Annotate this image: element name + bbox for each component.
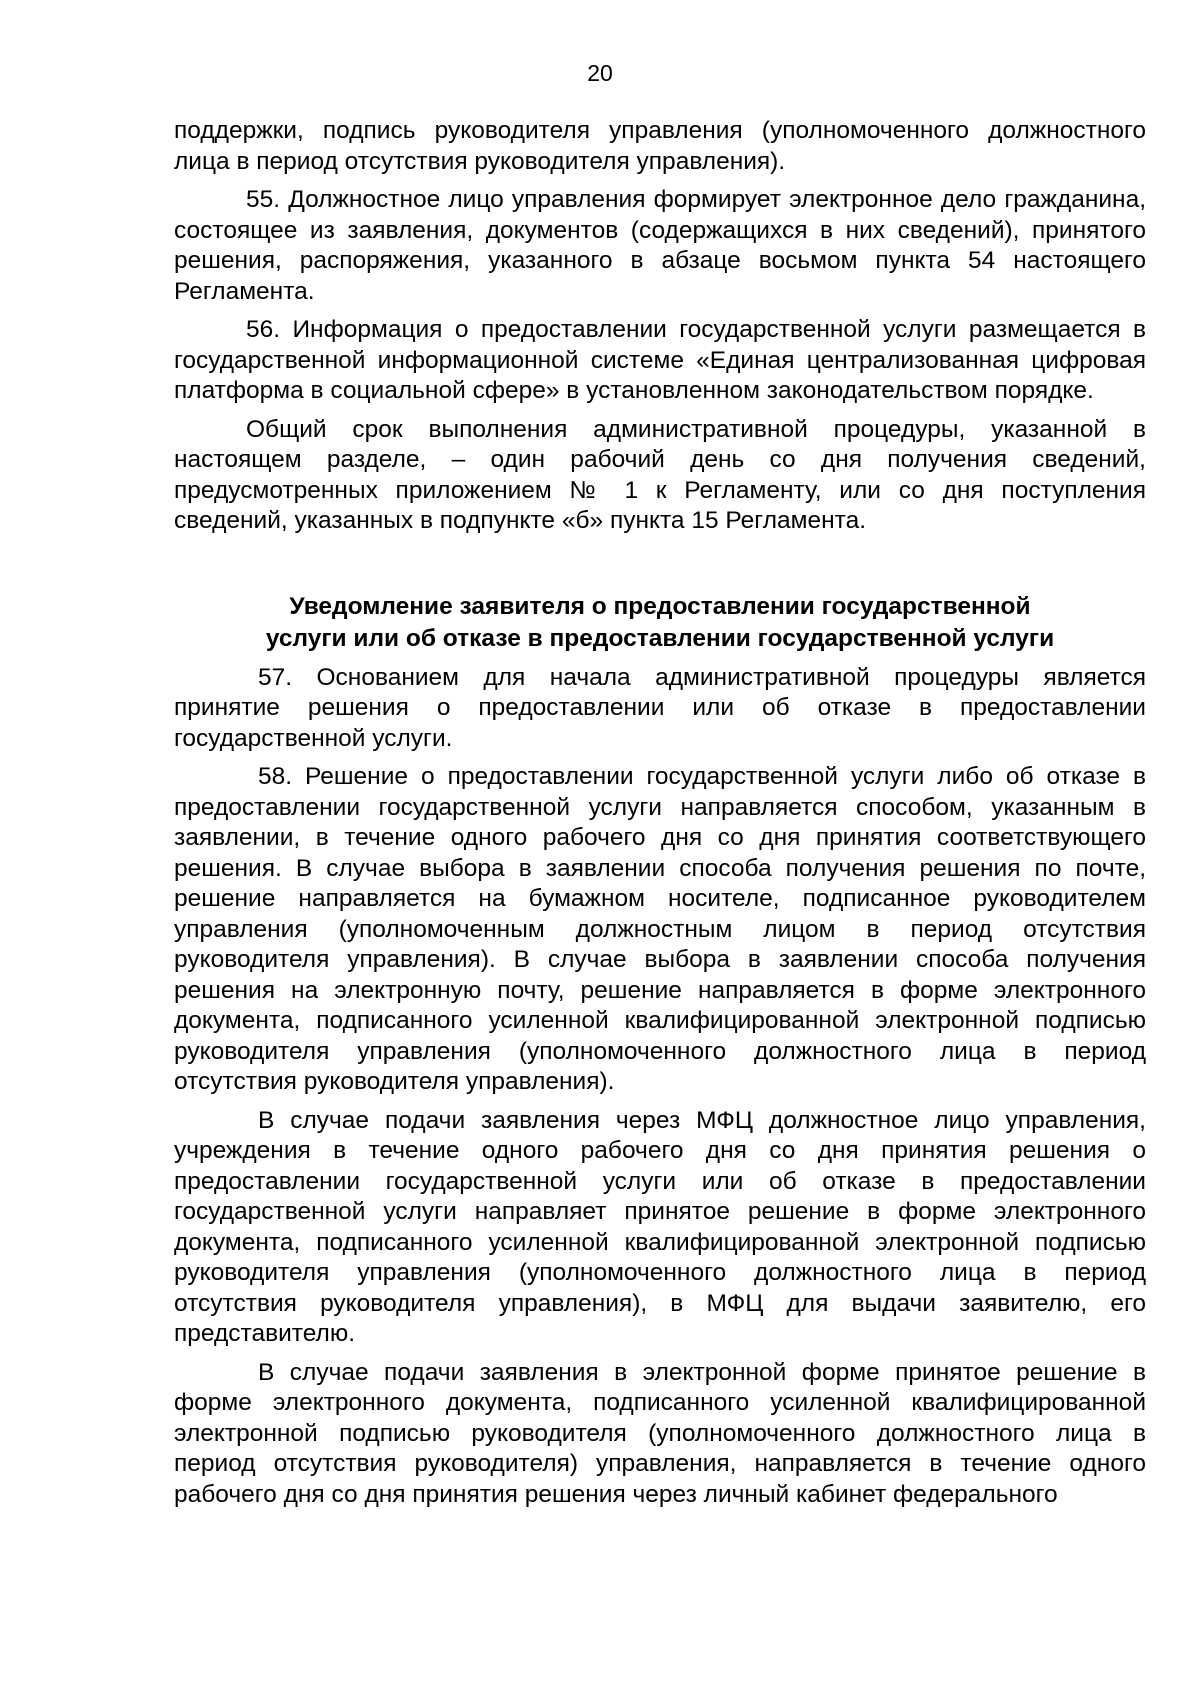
paragraph-continuation: поддержки, подпись руководителя управления (уполномоченного должностного лица в период отсутствия руководителя управления). — [174, 117, 1146, 175]
paragraph-58: 58. Решение о предоставлении государственной услуги либо об отказе в предоставлении государственной услуги направляется способом, указанным в заявлении, в течение одного рабочего дня со дня принятия соответствующего решения. В случае выбора в заявлении способа получения решения по почте, решение направляется на бумажном носителе, подписанное руководителем управления (уполномоченным должностным лицом в период отсутствия руководителя управления). В случае выбора в заявлении способа получения решения на электронную почту, решение направляется в форме электронного документа, подписанного усиленной квалифицированной электронной подписью руководителя управления (уполномоченного должностного лица в период отсутствия руководителя управления). — [174, 763, 1146, 1095]
section-heading-line-1: Уведомление заявителя о предоставлении государственной — [289, 592, 1031, 620]
paragraph-electronic: В случае подачи заявления в электронной форме принятое решение в форме электронного документа, подписанного усиленной квалифицированной электронной подписью руководителя (уполномоченного должностного лица в период отсутствия руководителя) управления, направляется в течение одного рабочего дня со дня принятия решения через личный кабинет федерального — [174, 1358, 1146, 1508]
paragraph-57: 57. Основанием для начала административной процедуры является принятие решения о предоставлении или об отказе в предоставлении государственной услуги. — [174, 663, 1146, 752]
section-heading-line-2: услуги или об отказе в предоставлении государственной услуги — [265, 624, 1055, 652]
paragraph-55: 55. Должностное лицо управления формирует электронное дело гражданина, состоящее из заявления, документов (содержащихся в них сведений), принятого решения, распоряжения, указанного в абзаце восьмом пункта 54 настоящего Регламента. — [174, 186, 1146, 305]
paragraph-mfc: В случае подачи заявления через МФЦ должностное лицо управления, учреждения в течение одного рабочего дня со дня принятия решения о предоставлении государственной услуги или об отказе в предоставлении государственной услуги направляет принятое решение в форме электронного документа, подписанного усиленной квалифицированной электронной подписью руководителя управления (уполномоченного должностного лица в период отсутствия руководителя управления), в МФЦ для выдачи заявителю, его представителю. — [174, 1106, 1146, 1347]
section-heading — [174, 591, 1146, 655]
page-number: 20 — [587, 60, 613, 86]
paragraph-total-term: Общий срок выполнения административной процедуры, указанной в настоящем разделе, – один рабочий день со дня получения сведений, предусмотренных приложением № 1 к Регламенту, или со дня поступления сведений, указанных в подпункте «б» пункта 15 Регламента. — [174, 415, 1146, 534]
paragraph-56: 56. Информация о предоставлении государственной услуги размещается в государственной информационной системе «Единая централизованная цифровая платформа в социальной сфере» в установленном законодательством порядке. — [174, 316, 1146, 404]
document-body — [174, 116, 1146, 1518]
